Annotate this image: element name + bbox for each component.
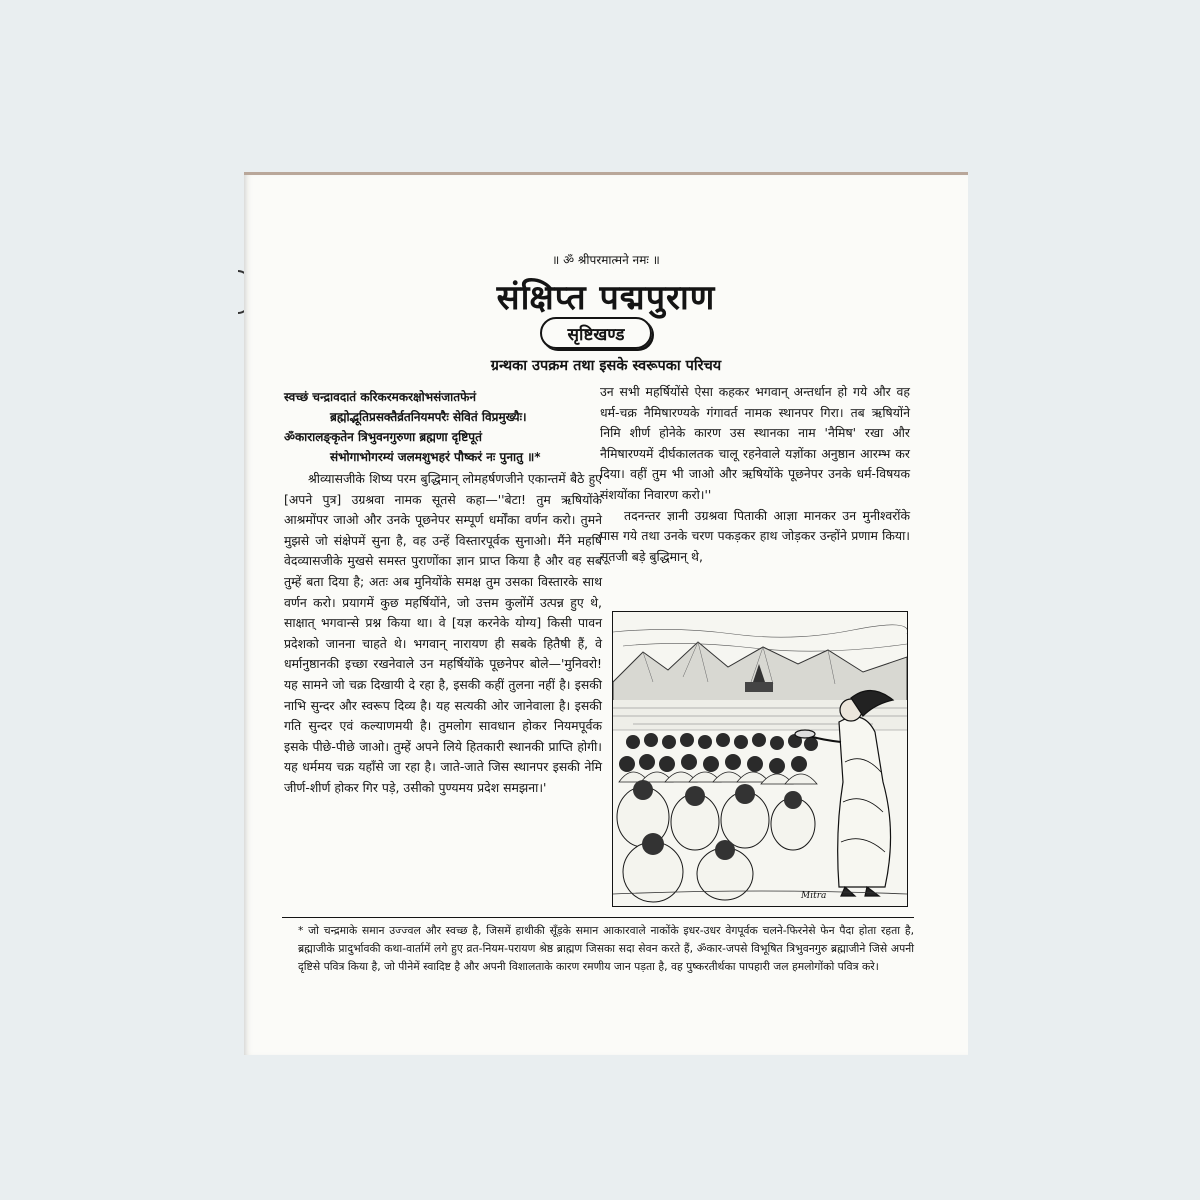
footnote: * जो चन्द्रमाके समान उज्ज्वल और स्वच्छ है, जिसमें हाथीकी सूँड़के समान आकारवाले नाकोंके इधर-उधर वेगपूर्वक चलने-फिरनेसे फेन पैदा होता रहता है, ब्रह्माजीके प्रादुर्भावकी कथा-वार्तामें लगे हुए व्रत-नियम-परायण श्रेष्ठ ब्राह्मण जिसका सदा सेवन करते हैं, ॐकार-जपसे विभूषित त्रिभुवनगुरु ब्रह्माजीने जिसे अपनी दृष्टिसे पवित्र किया है, जो पीनेमें स्वादिष्ट है और अपनी विशालताके कारण रमणीय जान पड़ता है, वह पुष्करतीर्थका पापहारी जल हमलोगोंको पवित्र करे। — [298, 924, 914, 973]
verse-line-4: संभोगाभोगरम्यं जलमशुभहरं पौष्करं नः पुनातु ॥* — [330, 450, 541, 464]
right-column — [600, 382, 910, 567]
illustration-drawing — [613, 612, 907, 906]
verse-line-1: स्वच्छं चन्द्रावदातं करिकरमकरक्षोभसंजातफेनं — [284, 390, 477, 404]
chapter-title: ग्रन्थका उपक्रम तथा इसके स्वरूपका परिचय — [490, 358, 722, 374]
illustrator-signature: Mitra — [801, 891, 827, 901]
illustration-sages-assembly — [612, 611, 908, 907]
section-badge: सृष्टिखण्ड — [540, 317, 652, 349]
page-title: संक्षिप्त पद्मपुराण — [496, 278, 716, 318]
verse-line-3: ॐकारालङ्कृतेन त्रिभुवनगुरुणा ब्रह्मणा दृष्टिपूतं — [284, 430, 482, 444]
left-column — [284, 387, 602, 799]
right-paragraph-1: उन सभी महर्षियोंसे ऐसा कहकर भगवान् अन्तर्धान हो गये और वह धर्म-चक्र नैमिषारण्यके गंगावर्त नामक स्थानपर गिरा। तब ऋषियोंने निमि शीर्ण होनेके कारण उस स्थानका नाम 'नैमिष' रखा और नैमिषारण्यमें दीर्घकालतक चालू रहनेवाले यज्ञोंका अनुष्ठान आरम्भ कर दिया। वहीं तुम भी जाओ और ऋषियोंके पूछनेपर उनके धर्म-विषयक संशयोंका निवारण करो।'' — [600, 384, 910, 502]
footnote-divider — [282, 917, 914, 918]
invocation-line: ॥ ॐ श्रीपरमात्मने नमः ॥ — [552, 253, 660, 267]
right-paragraph-2: तदनन्तर ज्ञानी उग्रश्रवा पिताकी आज्ञा मानकर उन मुनीश्वरोंके पास गये तथा उनके चरण पकड़कर हाथ जोड़कर उन्होंने प्रणाम किया। सूतजी बड़े बुद्धिमान् थे, — [600, 507, 910, 564]
verse-line-2: ब्रह्मोद्भूतिप्रसक्तैर्व्रतनियमपरैः सेवितं विप्रमुख्यैः। — [330, 410, 527, 424]
left-paragraph: श्रीव्यासजीके शिष्य परम बुद्धिमान् लोमहर्षणजीने एकान्तमें बैठे हुए [अपने पुत्र] उग्रश्रवा नामक सूतसे कहा—''बेटा! तुम ऋषियोंके आश्रमोंपर जाओ और उनके पूछनेपर सम्पूर्ण धर्मोंका वर्णन करो। तुमने मुझसे जो संक्षेपमें सुना है, वह उन्हें विस्तारपूर्वक सुनाओ। मैंने महर्षि वेदव्यासजीके मुखसे समस्त पुराणोंका ज्ञान प्राप्त किया है और वह सब तुम्हें बता दिया है; अतः अब मुनियोंके समक्ष तुम उसका विस्तारके साथ वर्णन करो। प्रयागमें कुछ महर्षियोंने, जो उत्तम कुलोंमें उत्पन्न हुए थे, साक्षात् भगवान्से प्रश्न किया था। वे [यज्ञ करनेके योग्य] किसी पावन प्रदेशको जानना चाहते थे। भगवान् नारायण ही सबके हितैषी हैं, वे धर्मानुष्ठानकी इच्छा रखनेवाले उन महर्षियोंके पूछनेपर बोले—'मुनिवरो! यह सामने जो चक्र दिखायी दे रहा है, इसकी कहीं तुलना नहीं है। इसकी नाभि सुन्दर और स्वरूप दिव्य है। यह सत्यकी ओर जानेवाला है। इसकी गति सुन्दर एवं कल्याणमयी है। तुमलोग सावधान होकर नियमपूर्वक इसके पीछे-पीछे जाओ। तुम्हें अपने लिये हितकारी स्थानकी प्राप्ति होगी। यह धर्ममय चक्र यहाँसे जा रहा है। जाते-जाते जिस स्थानपर इसकी नेमि जीर्ण-शीर्ण होकर गिर पड़े, उसीको पुण्यमय प्रदेश समझना।' — [284, 471, 602, 795]
sanskrit-verse — [284, 387, 602, 467]
book-page — [244, 172, 968, 1055]
